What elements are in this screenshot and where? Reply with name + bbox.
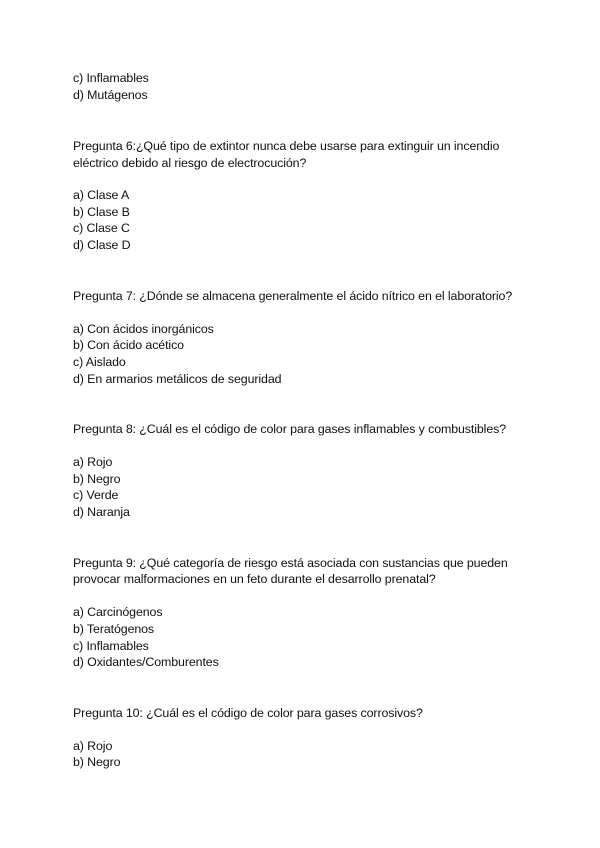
question-8-option-a: a) Rojo — [73, 455, 113, 469]
question-9-text-line2: provocar malformaciones en un feto durante el desarrollo prenatal? — [73, 572, 436, 586]
question-8-text-line1: Pregunta 8: ¿Cuál es el código de color para gases inflamables y combustibles? — [73, 422, 507, 436]
question-6-text-line1: Pregunta 6:¿Qué tipo de extintor nunca debe usarse para extinguir un incendio — [73, 139, 500, 153]
question-6-text-line2: eléctrico debido al riesgo de electrocución? — [73, 156, 307, 170]
question-9-text-line1: Pregunta 9: ¿Qué categoría de riesgo está asociada con sustancias que pueden — [73, 556, 508, 570]
question-10-option-b: b) Negro — [73, 755, 121, 769]
question-9-option-d: d) Oxidantes/Comburentes — [73, 655, 219, 669]
question-7-option-b: b) Con ácido acético — [73, 338, 184, 352]
question-8-option-d: d) Naranja — [73, 505, 130, 519]
question-7-text-line1: Pregunta 7: ¿Dónde se almacena generalmente el ácido nítrico en el laboratorio? — [73, 289, 513, 303]
prev-option-d: d) Mutágenos — [73, 88, 148, 102]
prev-option-c: c) Inflamables — [73, 71, 149, 85]
question-7-option-a: a) Con ácidos inorgánicos — [73, 322, 214, 336]
question-9-option-b: b) Teratógenos — [73, 622, 155, 636]
question-9-option-a: a) Carcinógenos — [73, 605, 163, 619]
question-6-option-d: d) Clase D — [73, 238, 131, 252]
question-10-option-a: a) Rojo — [73, 739, 113, 753]
question-6-option-c: c) Clase C — [73, 221, 130, 235]
question-6-option-a: a) Clase A — [73, 188, 130, 202]
question-8-option-b: b) Negro — [73, 472, 121, 486]
question-9-option-c: c) Inflamables — [73, 639, 149, 653]
question-7-option-c: c) Aislado — [73, 355, 126, 369]
question-8-option-c: c) Verde — [73, 488, 119, 502]
question-7-option-d: d) En armarios metálicos de seguridad — [73, 372, 282, 386]
question-10-text-line1: Pregunta 10: ¿Cuál es el código de color para gases corrosivos? — [73, 706, 423, 720]
question-6-option-b: b) Clase B — [73, 205, 130, 219]
